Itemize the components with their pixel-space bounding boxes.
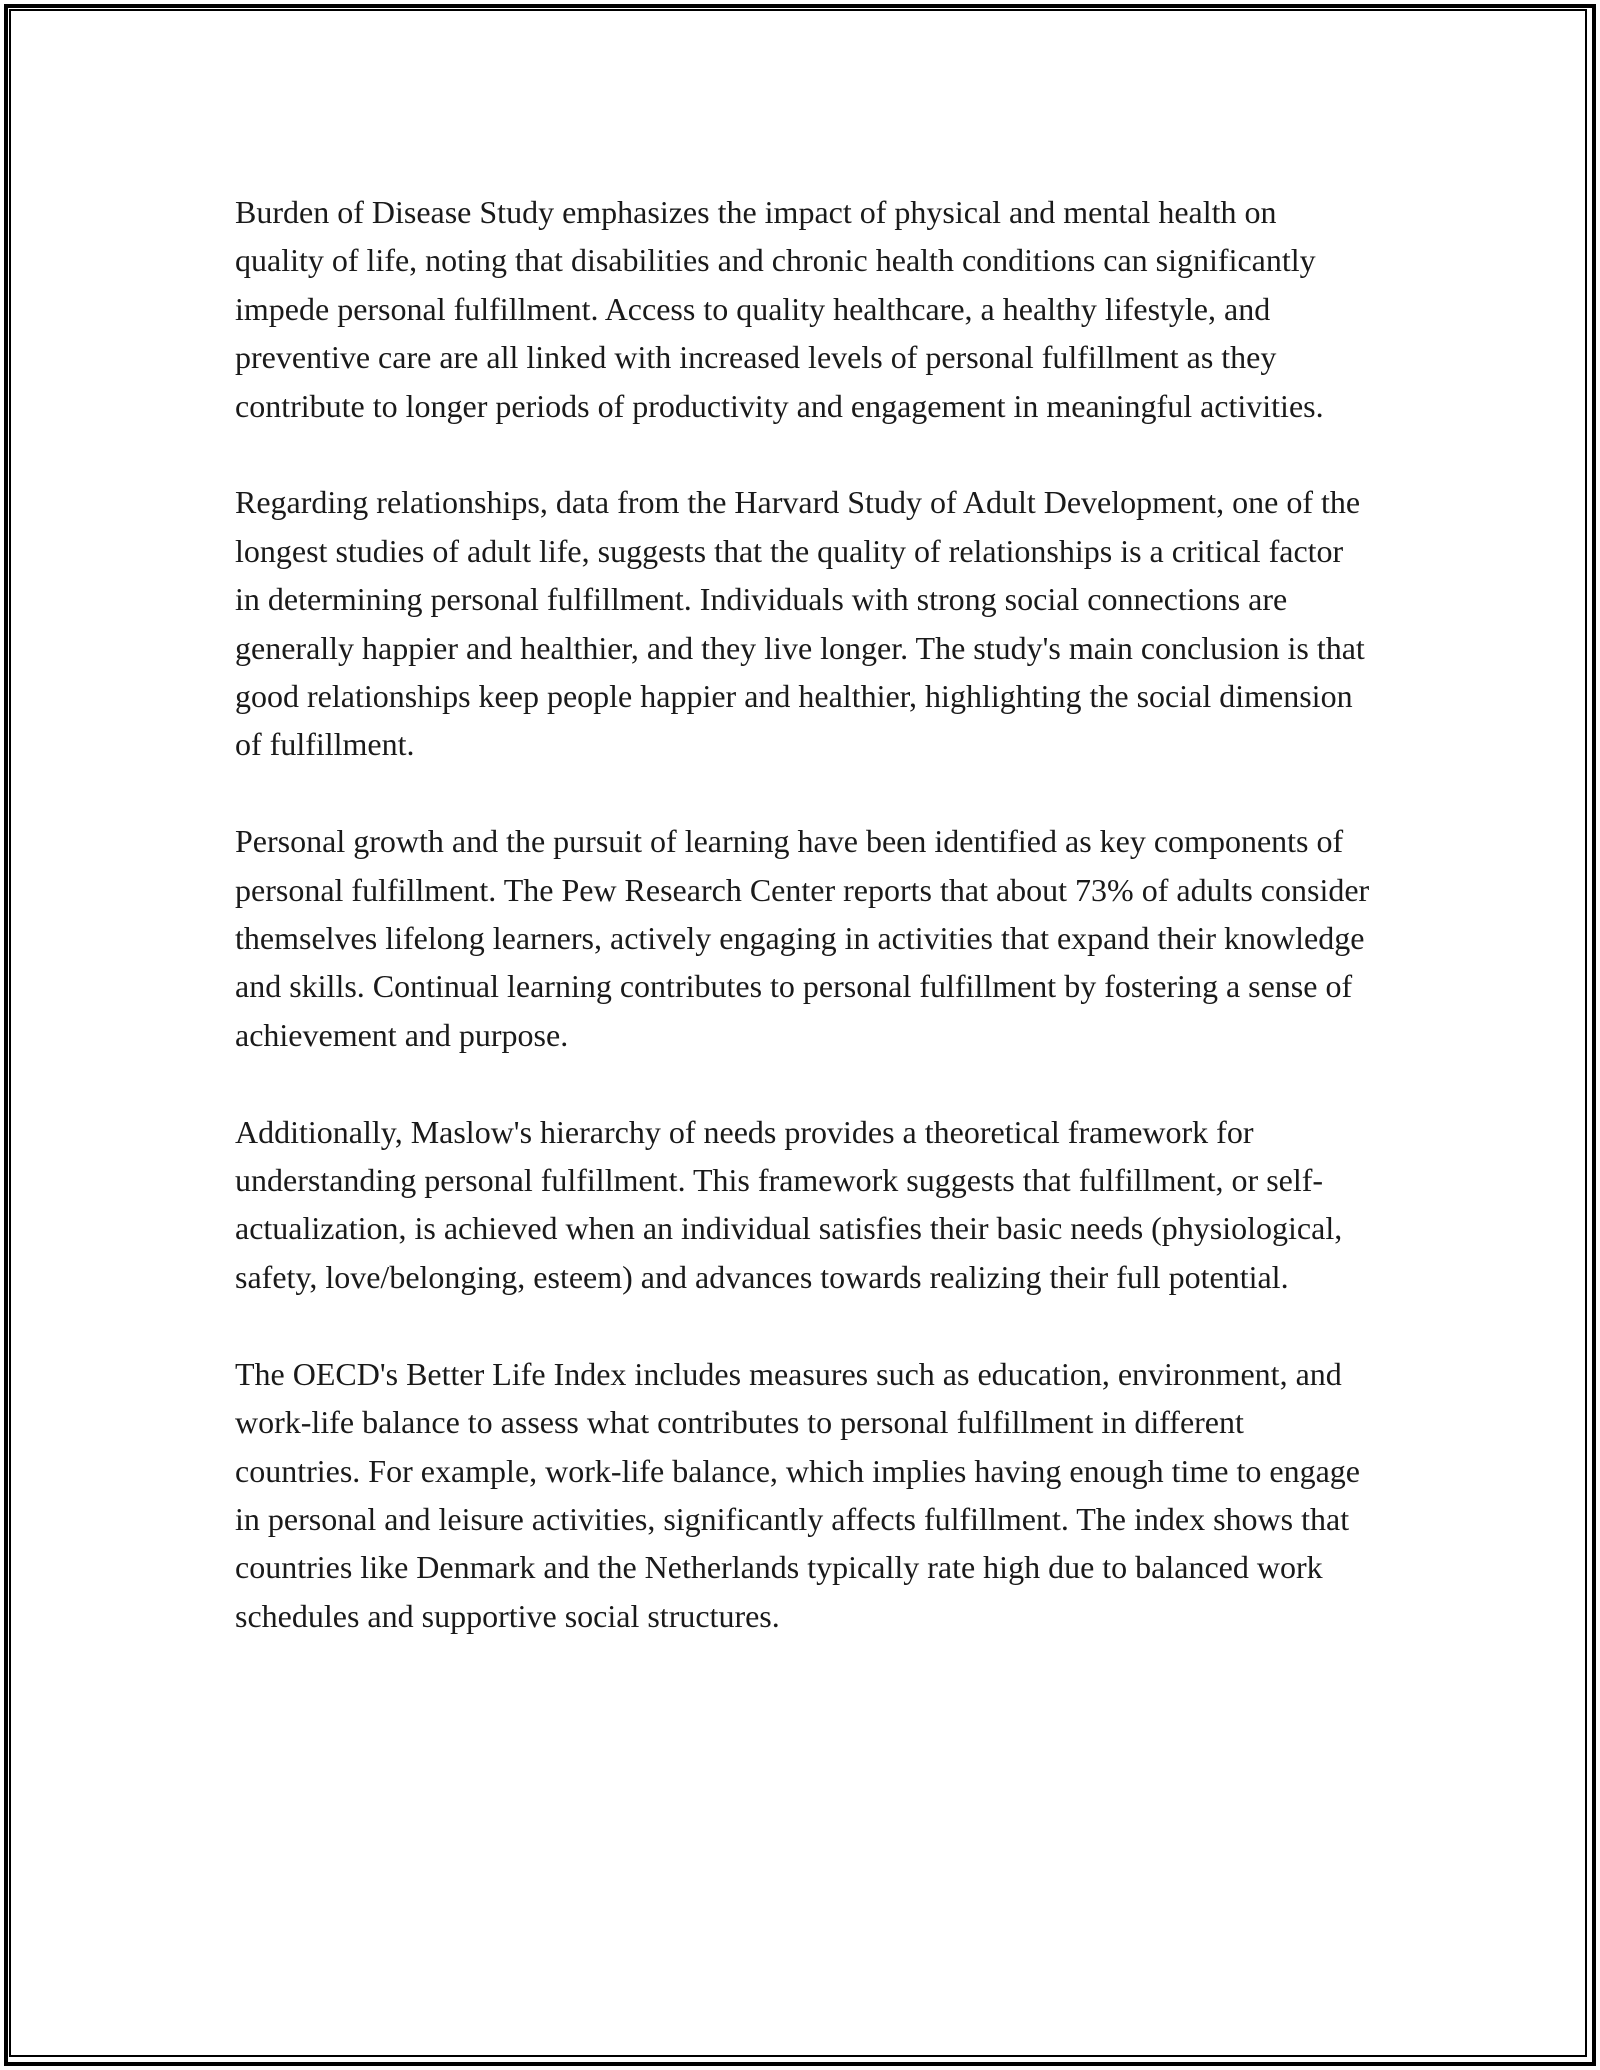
paragraph-personal-growth: Personal growth and the pursuit of learning have been identified as key components of personal fulfillment. The Pew Research Center reports that about 73% of adults consider themselves lifelong learners, actively engaging in activities that expand their knowledge and skills. Continual learning contributes to personal fulfillment by fostering a sense of achievement and purpose. bbox=[235, 823, 1370, 1053]
paragraph-oecd-better-life-index: The OECD's Better Life Index includes measures such as education, environment, and work-life balance to assess what contributes to personal fulfillment in different countries. For example, work-life balance, which implies having enough time to engage in personal and leisure activities, significantly affects fulfillment. The index shows that countries like Denmark and the Netherlands typically rate high due to balanced work schedules and supportive social structures. bbox=[235, 1355, 1360, 1634]
paragraph-maslow-hierarchy: Additionally, Maslow's hierarchy of needs provides a theoretical framework for understanding personal fulfillment. This framework suggests that fulfillment, or self-actualization, is achieved when an individual satisfies their basic needs (physiological, safety, love/belonging, esteem) and advances towards realizing their full potential. bbox=[235, 1113, 1343, 1295]
paragraph-relationships: Regarding relationships, data from the Harvard Study of Adult Development, one of the longest studies of adult life, suggests that the quality of relationships is a critical factor in determining personal fulfillment. Individuals with strong social connections are generally happier and healthier, and they live longer. The study's main conclusion is that good relationships keep people happier and healthier, highlighting the social dimension of fulfillment. bbox=[235, 484, 1365, 763]
document-body bbox=[235, 188, 1370, 1640]
paragraph-burden-of-disease: Burden of Disease Study emphasizes the impact of physical and mental health on quality of life, noting that disabilities and chronic health conditions can significantly impede personal fulfillment. Access to quality healthcare, a healthy lifestyle, and preventive care are all linked with increased levels of personal fulfillment as they contribute to longer periods of productivity and engagement in meaningful activities. bbox=[235, 194, 1324, 424]
